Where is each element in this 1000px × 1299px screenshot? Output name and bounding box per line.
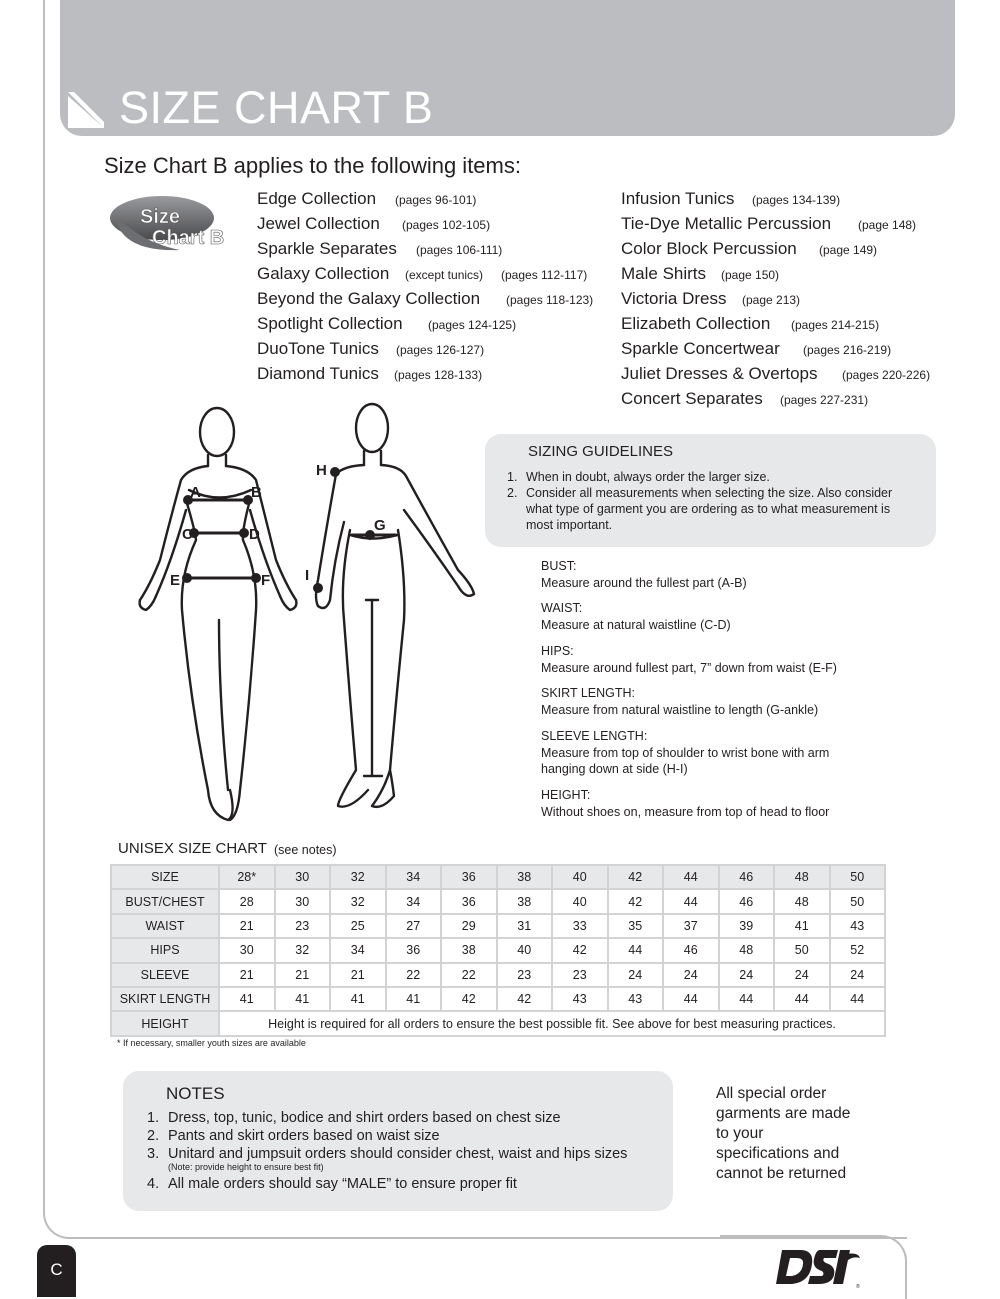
- item-right: Infusion Tunics (pages 134-139): [621, 189, 841, 208]
- table-cell: 22: [386, 963, 442, 987]
- table-cell: 27: [386, 914, 442, 938]
- table-cell: 24: [830, 963, 886, 987]
- notes-title: NOTES: [166, 1084, 225, 1103]
- table-cell: 44: [774, 987, 830, 1011]
- table-cell: 48: [774, 889, 830, 913]
- table-cell: 50: [830, 889, 886, 913]
- table-cell: 42: [608, 865, 664, 889]
- row-label: SLEEVE: [111, 963, 219, 987]
- row-label: WAIST: [111, 914, 219, 938]
- label-h: H: [316, 462, 327, 479]
- table-cell: 28*: [219, 865, 275, 889]
- item-left: Sparkle Separates (pages 106-111): [257, 239, 503, 258]
- svg-text:®: ®: [856, 1284, 860, 1290]
- row-label: SKIRT LENGTH: [111, 987, 219, 1011]
- table-cell: 38: [497, 889, 553, 913]
- table-cell: 41: [386, 987, 442, 1011]
- table-cell: 36: [386, 938, 442, 962]
- measure-sleeve-length: SLEEVE LENGTH: Measure from top of shoulder to wrist bone with arm hanging down at side (H-I): [541, 729, 830, 776]
- table-cell: 21: [219, 914, 275, 938]
- table-cell: 44: [663, 987, 719, 1011]
- footnote: * If necessary, smaller youth sizes are available: [117, 1038, 306, 1048]
- label-i: I: [305, 567, 310, 584]
- label-f: F: [261, 572, 271, 589]
- table-cell: 33: [552, 914, 608, 938]
- table-cell: 32: [275, 938, 331, 962]
- measure-skirt-length: SKIRT LENGTH: Measure from natural waistline to length (G-ankle): [541, 686, 819, 717]
- row-label: BUST/CHEST: [111, 889, 219, 913]
- table-cell: 46: [663, 938, 719, 962]
- table-cell: 43: [552, 987, 608, 1011]
- table-cell: 34: [386, 889, 442, 913]
- item-right: Elizabeth Collection (pages 214-215): [621, 314, 880, 333]
- table-cell: 52: [830, 938, 886, 962]
- item-left: Galaxy Collection (except tunics) (pages 112-117): [257, 264, 588, 283]
- table-cell: 44: [830, 987, 886, 1011]
- row-label: HIPS: [111, 938, 219, 962]
- table-cell: 40: [552, 865, 608, 889]
- label-e: E: [170, 572, 181, 589]
- table-cell: 31: [497, 914, 553, 938]
- table-cell: 44: [719, 987, 775, 1011]
- label-c: C: [182, 526, 193, 543]
- measurement-figures: [120, 400, 500, 830]
- table-cell: 50: [830, 865, 886, 889]
- table-cell: 44: [663, 865, 719, 889]
- table-cell: 24: [663, 963, 719, 987]
- table-cell: 41: [330, 987, 386, 1011]
- table-cell: 46: [719, 889, 775, 913]
- table-cell: 30: [275, 865, 331, 889]
- measure-waist: WAIST: Measure at natural waistline (C-D): [541, 601, 731, 632]
- item-right: Sparkle Concertwear (pages 216-219): [621, 339, 892, 358]
- row-label: HEIGHT: [111, 1011, 219, 1035]
- table-cell: 30: [275, 889, 331, 913]
- height-note: Height is required for all orders to ensure the best possible fit. See above for best measuring practices.: [219, 1011, 885, 1035]
- table-cell: 38: [497, 865, 553, 889]
- item-left: Diamond Tunics (pages 128-133): [257, 364, 483, 383]
- item-right: Male Shirts (page 150): [621, 264, 780, 283]
- table-cell: 23: [497, 963, 553, 987]
- table-cell: 28: [219, 889, 275, 913]
- special-order-text: All special order garments are made to your specifications and cannot be returned: [716, 1085, 851, 1182]
- item-right: Victoria Dress (page 213): [621, 289, 801, 308]
- table-row: [111, 987, 885, 1011]
- table-cell: 50: [774, 938, 830, 962]
- size-chart-badge-icon: [110, 192, 238, 256]
- table-cell: 30: [219, 938, 275, 962]
- item-right: Juliet Dresses & Overtops (pages 220-226): [621, 364, 931, 383]
- table-cell: 39: [719, 914, 775, 938]
- table-cell: 34: [330, 938, 386, 962]
- badge-line2: Chart B: [152, 227, 225, 249]
- table-cell: 32: [330, 865, 386, 889]
- label-a: A: [190, 484, 201, 501]
- table-cell: 29: [441, 914, 497, 938]
- table-cell: 42: [441, 987, 497, 1011]
- table-cell: 48: [774, 865, 830, 889]
- measure-bust: BUST: Measure around the fullest part (A-B): [541, 559, 747, 590]
- table-cell: 21: [275, 963, 331, 987]
- label-d: D: [249, 526, 260, 543]
- table-row: [111, 889, 885, 913]
- item-left: Edge Collection (pages 96-101): [257, 189, 477, 208]
- table-cell: 41: [774, 914, 830, 938]
- back-figure-icon: [316, 404, 474, 807]
- table-cell: 34: [386, 865, 442, 889]
- label-b: B: [251, 484, 262, 501]
- note-sub-text: (Note: provide height to ensure best fit): [168, 1162, 324, 1172]
- label-g: G: [374, 517, 386, 534]
- table-cell: 43: [830, 914, 886, 938]
- table-cell: 23: [275, 914, 331, 938]
- item-right: Concert Separates (pages 227-231): [621, 389, 869, 408]
- table-row: [111, 963, 885, 987]
- row-label: SIZE: [111, 865, 219, 889]
- table-cell: 43: [608, 987, 664, 1011]
- table-cell: 40: [552, 889, 608, 913]
- item-right: Tie-Dye Metallic Percussion (page 148): [621, 214, 917, 233]
- applies-heading: Size Chart B applies to the following items:: [104, 153, 521, 178]
- table-cell: 42: [497, 987, 553, 1011]
- front-figure-icon: [140, 408, 297, 820]
- measure-hips: HIPS: Measure around fullest part, 7” down from waist (E-F): [541, 644, 837, 675]
- table-cell: 38: [441, 938, 497, 962]
- sizing-guidelines-title: SIZING GUIDELINES: [528, 443, 674, 460]
- item-right: Color Block Percussion (page 149): [621, 239, 878, 258]
- table-row: [111, 1011, 885, 1035]
- size-table: [110, 864, 886, 1037]
- table-cell: 24: [774, 963, 830, 987]
- table-cell: 36: [441, 889, 497, 913]
- guideline-item: 1. When in doubt, always order the larger size.: [507, 470, 770, 484]
- table-cell: 36: [441, 865, 497, 889]
- table-cell: 41: [275, 987, 331, 1011]
- page-title: SIZE CHART B: [119, 82, 434, 133]
- measure-height: HEIGHT: Without shoes on, measure from top of head to floor: [541, 788, 830, 819]
- table-row: [111, 938, 885, 962]
- table-cell: 21: [219, 963, 275, 987]
- table-cell: 44: [663, 889, 719, 913]
- table-cell: 25: [330, 914, 386, 938]
- table-cell: 32: [330, 889, 386, 913]
- table-row: [111, 914, 885, 938]
- table-cell: 22: [441, 963, 497, 987]
- size-chart-note: (see notes): [274, 843, 337, 857]
- table-cell: 23: [552, 963, 608, 987]
- dsi-logo-icon: [776, 1244, 860, 1290]
- size-chart-title: UNISEX SIZE CHART: [118, 840, 267, 857]
- item-left: Beyond the Galaxy Collection (pages 118-123): [257, 289, 594, 308]
- table-cell: 24: [608, 963, 664, 987]
- badge-line1: Size: [140, 206, 181, 228]
- title-corner-icon: [68, 92, 104, 128]
- table-cell: 24: [719, 963, 775, 987]
- table-cell: 48: [719, 938, 775, 962]
- item-left: DuoTone Tunics (pages 126-127): [257, 339, 485, 358]
- table-cell: 42: [608, 889, 664, 913]
- table-cell: 41: [219, 987, 275, 1011]
- item-left: Spotlight Collection (pages 124-125): [257, 314, 517, 333]
- item-left: Jewel Collection (pages 102-105): [257, 214, 491, 233]
- table-cell: 37: [663, 914, 719, 938]
- table-cell: 35: [608, 914, 664, 938]
- table-row: [111, 865, 885, 889]
- table-cell: 44: [608, 938, 664, 962]
- table-cell: 40: [497, 938, 553, 962]
- page-letter: C: [50, 1260, 63, 1279]
- table-cell: 42: [552, 938, 608, 962]
- table-cell: 46: [719, 865, 775, 889]
- guideline-item: 2. Consider all measurements when selecting the size. Also consider what type of garment you are ordering as to what measurement is most important.: [507, 486, 893, 532]
- table-cell: 21: [330, 963, 386, 987]
